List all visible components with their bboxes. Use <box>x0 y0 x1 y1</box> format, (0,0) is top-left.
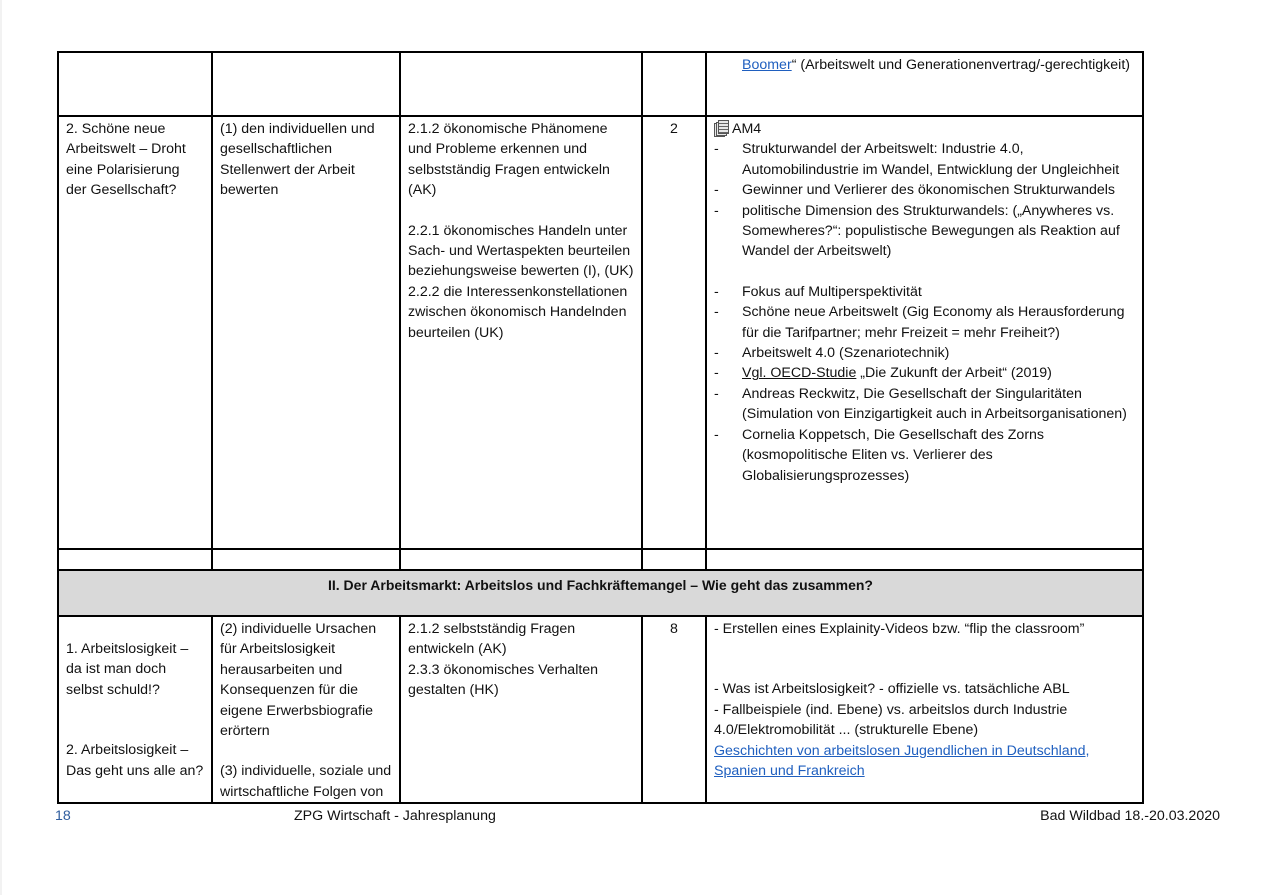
empty-cell <box>400 549 642 570</box>
list-item: - Andreas Reckwitz, Die Gesellschaft der Singularitäten (Simulation von Einzigartigkeit auch in Arbeitsorganisationen) <box>714 384 1135 425</box>
table-row-arbeitslosigkeit <box>58 616 1143 803</box>
table-row-continuation <box>58 52 1143 116</box>
content-competence-text: (1) den individuellen und gesellschaftlichen Stellenwert der Arbeit bewerten <box>220 121 375 199</box>
empty-cell <box>706 549 1143 570</box>
content-competence-cell <box>212 616 400 803</box>
curriculum-table <box>57 51 1144 804</box>
material-reference <box>714 119 1135 139</box>
process-competence-2-1-2: 2.1.2 selbstständig Fragen entwickeln (AK) <box>408 621 576 658</box>
empty-cell <box>212 549 400 570</box>
topic-text: 2. Schöne neue Arbeitswelt – Droht eine Polarisierung der Gesellschaft? <box>66 121 186 199</box>
list-item: - Cornelia Koppetsch, Die Gesellschaft des Zorns (kosmopolitische Eliten vs. Verlierer des Globalisierungsprozesses) <box>714 425 1135 486</box>
notes-list-perspectives <box>714 282 1135 486</box>
content-competence-cell <box>212 52 400 116</box>
boomer-link[interactable]: Boomer <box>742 57 792 73</box>
notes-cell <box>706 616 1143 803</box>
note-explainity-video: - Erstellen eines Explainity-Videos bzw. “flip the classroom” <box>714 621 1085 637</box>
process-competence-cell <box>400 616 642 803</box>
content-competence-3: (3) individuelle, soziale und wirtschaftliche Folgen von <box>220 763 392 800</box>
topic-cell <box>58 616 212 803</box>
section-header: II. Der Arbeitsmarkt: Arbeitslos und Fachkräftemangel – Wie geht das zusammen? <box>58 570 1143 616</box>
note-what-is-unemployment: - Was ist Arbeitslosigkeit? - offizielle vs. tatsächliche ABL <box>714 681 1070 698</box>
process-competence-2-1-2: 2.1.2 ökonomische Phänomene und Probleme erkennen und selbstständig Fragen entwickeln (AK) <box>408 121 610 199</box>
table-row-empty <box>58 549 1143 570</box>
section-header-row <box>58 570 1143 616</box>
process-competence-2-3-3: 2.3.3 ökonomisches Verhalten gestalten (HK) <box>408 661 599 699</box>
oecd-study-title: „Die Zukunft der Arbeit“ (2019) <box>856 365 1052 382</box>
table-row-schoene-neue-arbeitswelt <box>58 116 1143 549</box>
list-item: - politische Dimension des Strukturwandels: („Anywheres vs. Somewheres?“: populistische Bewegungen als Reaktion auf Wandel der Arbeitswelt) <box>714 201 1135 262</box>
list-item: - Gewinner und Verlierer des ökonomischen Strukturwandels <box>714 180 1135 200</box>
hours-value: 2 <box>670 121 678 137</box>
note-case-studies: - Fallbeispiele (ind. Ebene) vs. arbeitslos durch Industrie 4.0/Elektromobilität ... (strukturelle Ebene) <box>714 701 1068 739</box>
topic-cell <box>58 52 212 116</box>
footer-place-date: Bad Wildbad 18.-20.03.2020 <box>1040 808 1220 824</box>
topic-text-2: 2. Arbeitslosigkeit – Das geht uns alle an? <box>66 742 204 779</box>
page-number: 18 <box>55 808 71 824</box>
list-item: - Strukturwandel der Arbeitswelt: Industrie 4.0, Automobilindustrie im Wandel, Entwicklung der Ungleichheit <box>714 139 1135 180</box>
hours-cell <box>642 52 706 116</box>
content-competence-cell <box>212 116 400 549</box>
notes-cell <box>706 116 1143 549</box>
footer-title: ZPG Wirtschaft - Jahresplanung <box>294 808 496 824</box>
notes-list-structural-change <box>714 139 1135 261</box>
empty-cell <box>58 549 212 570</box>
unemployed-youth-stories-link[interactable]: Geschichten von arbeitslosen Jugendlichen in Deutschland, Spanien und Frankreich <box>714 742 1090 780</box>
empty-cell <box>642 549 706 570</box>
process-competence-cell <box>400 116 642 549</box>
notes-cell <box>706 52 1143 116</box>
list-item: - Schöne neue Arbeitswelt (Gig Economy als Herausforderung für die Tarifpartner; mehr Freizeit = mehr Freiheit?) <box>714 302 1135 343</box>
list-item: - Fokus auf Multiperspektivität <box>714 282 1135 302</box>
topic-cell <box>58 116 212 549</box>
process-competence-2-2-2: 2.2.2 die Interessenkonstellationen zwischen ökonomisch Handelnden beurteilen (UK) <box>408 283 628 341</box>
topic-text-1: 1. Arbeitslosigkeit – da ist man doch selbst schuld!? <box>66 641 189 698</box>
list-item-oecd <box>714 363 1135 383</box>
document-stack-icon <box>714 120 728 136</box>
material-label: AM4 <box>732 121 762 137</box>
process-competence-cell <box>400 52 642 116</box>
oecd-study-link[interactable]: Vgl. OECD-Studie <box>742 365 857 382</box>
page-edge <box>0 0 2 895</box>
hours-cell <box>642 116 706 549</box>
hours-value: 8 <box>670 621 678 637</box>
list-item: - Arbeitswelt 4.0 (Szenariotechnik) <box>714 343 1135 363</box>
hours-cell <box>642 616 706 803</box>
content-competence-2: (2) individuelle Ursachen für Arbeitslosigkeit herausarbeiten und Konsequenzen für die eigene Erwerbsbiografie erörtern <box>220 621 377 740</box>
boomer-note-text: “ (Arbeitswelt und Generationenvertrag/-gerechtigkeit) <box>791 57 1130 73</box>
process-competence-2-2-1: 2.2.1 ökonomisches Handeln unter Sach- und Wertaspekten beurteilen beziehungsweise bewerten (I), (UK) <box>408 222 634 280</box>
